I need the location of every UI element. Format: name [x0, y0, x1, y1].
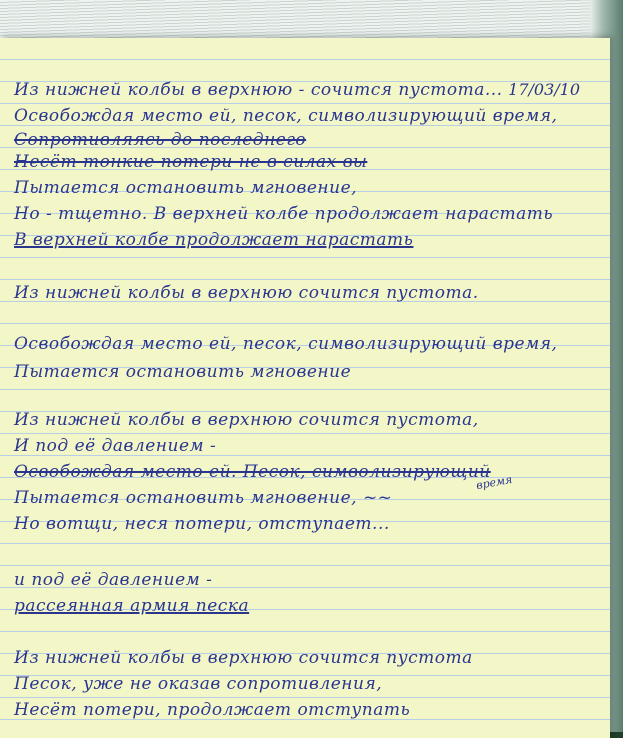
handwritten-line: Пытается остановить мгновение,: [14, 178, 358, 198]
handwritten-line: Но вотщи, неся потери, отступает...: [14, 514, 390, 534]
handwritten-line: Несёт потери, продолжает отступать: [14, 700, 411, 720]
handwritten-line: рассеянная армия песка: [14, 596, 250, 616]
handwritten-line: Песок, уже не оказав сопротивления,: [14, 674, 383, 694]
handwritten-line: Пытается остановить мгновение: [14, 362, 352, 382]
handwritten-line: и под её давлением -: [14, 570, 213, 590]
handwritten-line: Сопротивляясь до последнего: [14, 130, 307, 150]
handwritten-line: Из нижней колбы в верхнюю сочится пустота.: [14, 283, 479, 303]
handwritten-line: Освобождая место ей. Песок, символизирующий: [14, 462, 491, 482]
date-note: 17/03/10: [508, 80, 580, 99]
handwritten-line: Несёт тонкие потери не в силах вы: [14, 152, 368, 172]
handwritten-line: Но - тщетно. В верхней колбе продолжает нарастать: [14, 204, 554, 224]
handwritten-line: Освобождая место ей, песок, символизирующий время,: [14, 106, 558, 126]
margin-note: время: [475, 472, 514, 493]
handwritten-line: В верхней колбе продолжает нарастать: [14, 230, 414, 250]
handwritten-line: И под её давлением -: [14, 436, 217, 456]
notebook-page: [0, 38, 610, 738]
handwritten-line: Из нижней колбы в верхнюю сочится пустота,: [14, 410, 479, 430]
handwritten-line: Из нижней колбы в верхнюю сочится пустота: [14, 648, 473, 668]
handwritten-line: Из нижней колбы в верхнюю - сочится пустота...: [14, 80, 503, 100]
handwritten-line: Освобождая место ей, песок, символизирующий время,: [14, 334, 558, 354]
handwritten-line: Пытается остановить мгновение, ~~: [14, 488, 393, 508]
